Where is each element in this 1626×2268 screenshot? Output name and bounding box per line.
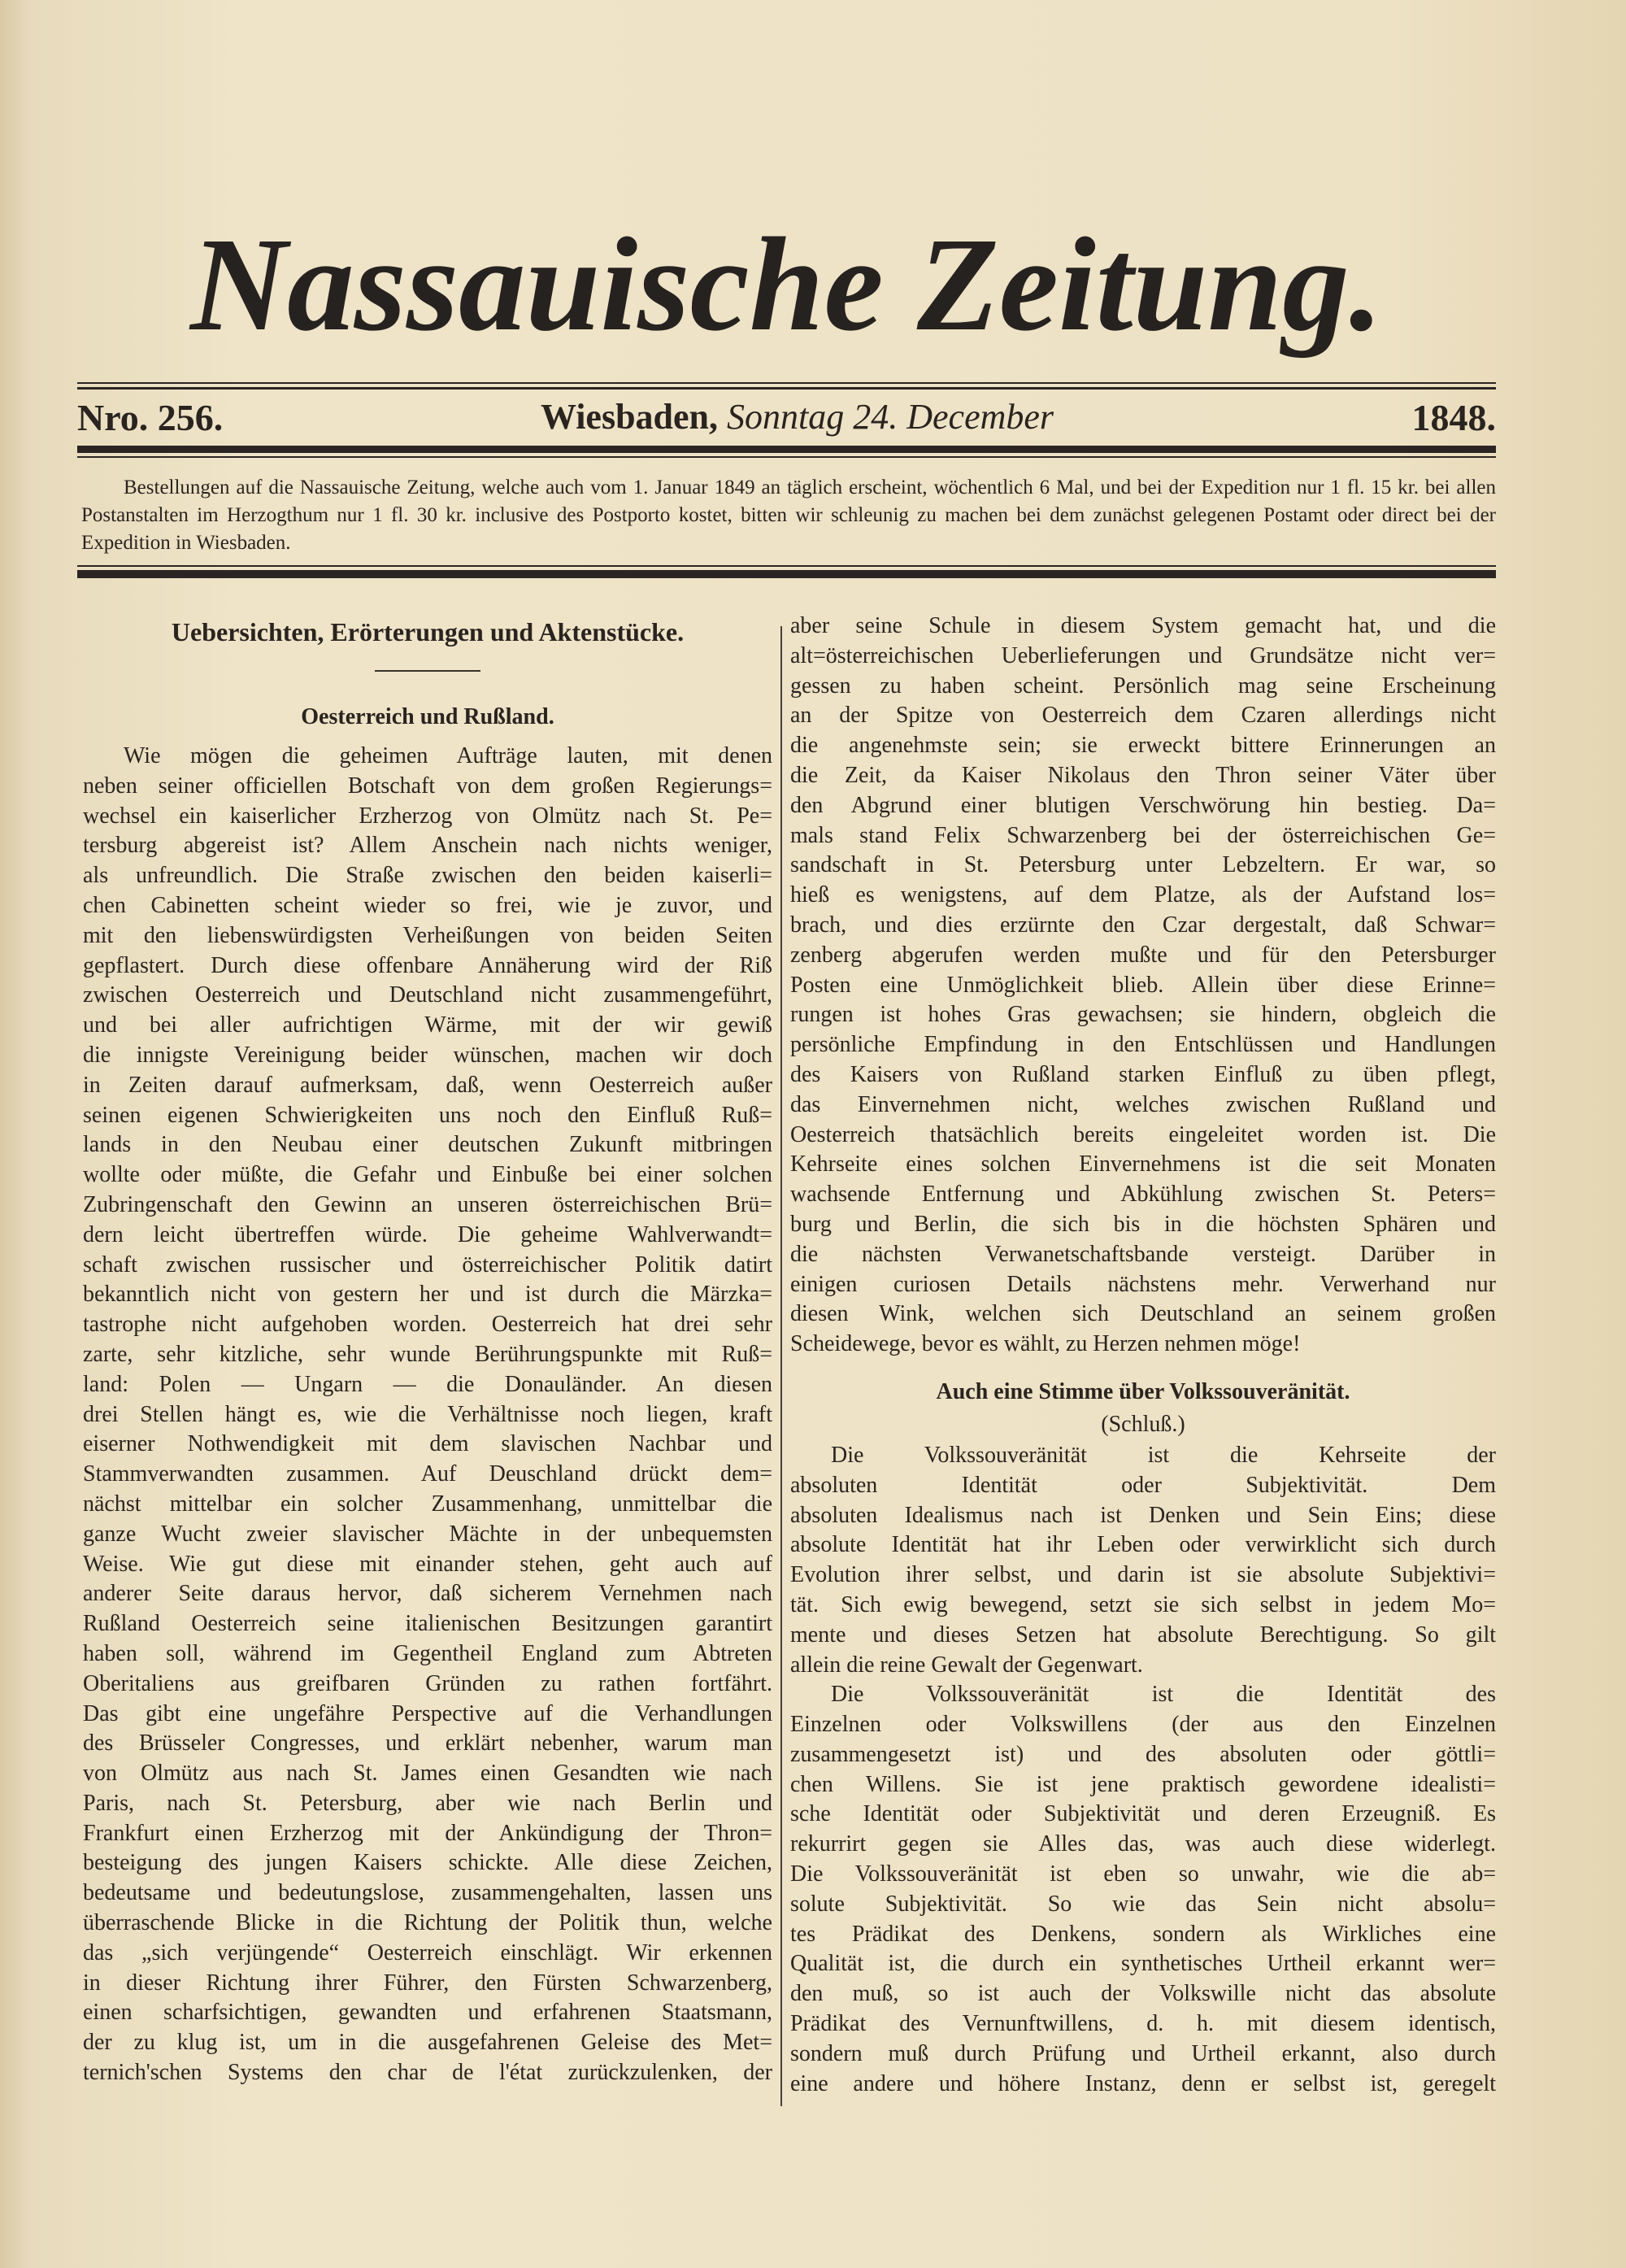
rule bbox=[77, 565, 1496, 567]
text-line: in dieser Richtung ihrer Führer, den Fürsten Schwarzenberg, bbox=[83, 1970, 772, 1996]
text-line: Die Volkssouveränität ist eben so unwahr, wie die ab= bbox=[790, 1861, 1496, 1887]
text-line: tes Prädikat des Denkens, sondern als Wirkliches eine bbox=[790, 1921, 1496, 1947]
text-line: rekurrirt gegen sie Alles das, was auch diese widerlegt. bbox=[790, 1831, 1496, 1857]
text-line: Die Volkssouveränität ist die Identität des bbox=[831, 1682, 1496, 1708]
issue-date: Sonntag 24. December bbox=[727, 397, 1054, 437]
text-line: alt=österreichischen Ueberlieferungen und Grundsätze nicht ver= bbox=[790, 642, 1496, 668]
subscription-notice bbox=[81, 474, 1496, 557]
text-line: dern leicht übertreffen würde. Die geheime Wahlverwandt= bbox=[83, 1221, 772, 1247]
text-line: von Olmütz aus nach St. James einen Gesandten wie nach bbox=[83, 1761, 772, 1787]
text-line: einigen curiosen Details nächstens mehr. Verwerhand nur bbox=[790, 1271, 1496, 1297]
rule bbox=[77, 456, 1496, 458]
issue-place: Wiesbaden, bbox=[541, 397, 719, 437]
text-line: Das gibt eine ungefähre Perspective auf die Verhandlungen bbox=[83, 1700, 772, 1726]
text-line: Prädikat des Vernunftwillens, d. h. mit diesem identisch, bbox=[790, 2011, 1496, 2037]
text-line: wollte oder müßte, die Gefahr und Einbuße bei einer solchen bbox=[83, 1162, 772, 1188]
text-line: haben soll, während im Gegentheil England zum Abtreten bbox=[83, 1640, 772, 1666]
text-line: Wie mögen die geheimen Aufträge lauten, mit denen bbox=[124, 743, 772, 768]
text-line: land: Polen — Ungarn — die Donauländer. An diesen bbox=[83, 1371, 772, 1397]
text-line: brach, und dies erzürnte den Czar dergestalt, daß Schwar= bbox=[790, 912, 1496, 938]
text-line: tersburg abgereist ist? Allem Anschein nach nichts weniger, bbox=[83, 833, 772, 859]
text-line: mente und dieses Setzen hat absolute Berechtigung. So gilt bbox=[790, 1622, 1496, 1648]
text-line: allein die reine Gewalt der Gegenwart. bbox=[790, 1652, 1143, 1678]
issue-header bbox=[77, 396, 1496, 445]
text-line: der zu klug ist, um in die ausgefahrenen Geleise des Met= bbox=[83, 2030, 772, 2056]
text-line: Qualität ist, die durch ein synthetisches Urtheil erkannt wer= bbox=[790, 1951, 1496, 1977]
issue-number: Nro. 256. bbox=[77, 397, 224, 438]
text-line: Posten eine Unmöglichkeit blieb. Allein über diese Erinne= bbox=[790, 972, 1496, 998]
text-line: zenberg abgerufen werden mußte und für den Petersburger bbox=[790, 942, 1496, 968]
text-line: ganze Wucht zweier slavischer Mächte in der unbequemsten bbox=[83, 1521, 772, 1547]
text-line: anderer Seite daraus hervor, daß sicherem Vernehmen nach bbox=[83, 1581, 772, 1607]
text-line: absolute Identität hat ihr Leben oder verwirklicht sich durch bbox=[790, 1532, 1496, 1558]
text-line: mit den liebenswürdigsten Verheißungen von beiden Seiten bbox=[83, 922, 772, 948]
text-line: neben seiner officiellen Botschaft von dem großen Regierungs= bbox=[83, 773, 772, 799]
text-line: bekanntlich nicht von gestern her und ist durch die Märzka= bbox=[83, 1282, 772, 1308]
text-line: Die Volkssouveränität ist die Kehrseite der bbox=[831, 1442, 1496, 1468]
text-line: mals stand Felix Schwarzenberg bei der österreichischen Ge= bbox=[790, 822, 1496, 848]
text-line: tastrophe nicht aufgehoben worden. Oesterreich hat drei sehr bbox=[83, 1312, 772, 1338]
rule bbox=[77, 387, 1496, 390]
text-line: aber seine Schule in diesem System gemacht hat, und die bbox=[790, 613, 1496, 638]
text-line: eiserner Nothwendigkeit mit dem slavischen Nachbar und bbox=[83, 1431, 772, 1457]
text-line: zarte, sehr kitzliche, sehr wunde Berührungspunkte mit Ruß= bbox=[83, 1341, 772, 1367]
text-line: hieß es wenigstens, auf dem Platze, als der Aufstand los= bbox=[790, 882, 1496, 908]
text-line: Evolution ihrer selbst, und darin ist sie absolute Subjektivi= bbox=[790, 1562, 1496, 1588]
rule bbox=[77, 382, 1496, 384]
text-line: diesen Wink, welchen sich Deutschland an seinem großen bbox=[790, 1301, 1496, 1327]
text-line: sche Identität oder Subjektivität und deren Erzeugniß. Es bbox=[790, 1801, 1496, 1827]
text-line: rungen ist hohes Gras gewachsen; sie hindern, obgleich die bbox=[790, 1002, 1496, 1028]
text-line: Stammverwandten zusammen. Auf Deuschland drückt dem= bbox=[83, 1461, 772, 1487]
separator-rule bbox=[375, 670, 480, 672]
left-column bbox=[83, 612, 772, 2088]
text-line: gepflastert. Durch diese offenbare Annäherung wird der Riß bbox=[83, 952, 772, 978]
text-line: Scheidewege, bevor es wählt, zu Herzen nehmen möge! bbox=[790, 1331, 1301, 1357]
text-line: Paris, nach St. Petersburg, aber wie nach Berlin und bbox=[83, 1790, 772, 1816]
issue-year: 1848. bbox=[1411, 397, 1496, 438]
text-line: einen scharfsichtigen, gewandten und erfahrenen Staatsmann, bbox=[83, 2000, 772, 2026]
text-line: des Kaisers von Rußland starken Einfluß zu üben pflegt, bbox=[790, 1061, 1496, 1087]
issue-place-date bbox=[541, 396, 1054, 437]
text-line: chen Cabinetten scheint wieder so frei, wie je zuvor, und bbox=[83, 892, 772, 918]
text-line: in Zeiten darauf aufmerksam, daß, wenn Oesterreich außer bbox=[83, 1072, 772, 1098]
masthead-title: Nassauische Zeitung. bbox=[190, 210, 1383, 359]
text-line: tät. Sich ewig bewegend, setzt sie sich selbst in jedem Mo= bbox=[790, 1591, 1496, 1617]
text-line: sondern muß durch Prüfung und Urtheil erkannt, also durch bbox=[790, 2040, 1496, 2066]
text-line: das „sich verjüngende“ Oesterreich einschlägt. Wir erkennen bbox=[83, 1939, 772, 1965]
text-line: besteigung des jungen Kaisers schickte. Alle diese Zeichen, bbox=[83, 1850, 772, 1876]
article-title: Oesterreich und Rußland. bbox=[301, 704, 554, 729]
text-line: Weise. Wie gut diese mit einander stehen, geht auch auf bbox=[83, 1551, 772, 1577]
notice-text: Bestellungen auf die Nassauische Zeitung, welche auch vom 1. Januar 1849 an täglich erscheint, wöchentlich 6 Mal, und bei der Expedition nur 1 fl. 15 kr. bei allen Postanstalten im Herzogthum nur 1 fl. 30 kr. inclusive des Postporto kostet, bitten wir schleunig zu machen bei dem zunächst gelegenen Postamt oder direct bei der Expedition in Wiesbaden. bbox=[81, 477, 1496, 554]
text-line: zusammengesetzt ist) und des absoluten oder göttli= bbox=[790, 1741, 1496, 1767]
text-line: die Zeit, da Kaiser Nikolaus den Thron seiner Väter über bbox=[790, 762, 1496, 788]
text-line: Oberitaliens aus greifbaren Gründen zu rathen fortfährt. bbox=[83, 1670, 772, 1696]
rule bbox=[77, 446, 1496, 453]
text-line: Kehrseite eines solchen Einvernehmens ist die seit Monaten bbox=[790, 1151, 1496, 1178]
text-line: wachsende Entfernung und Abkühlung zwischen St. Peters= bbox=[790, 1182, 1496, 1208]
text-line: an der Spitze von Oesterreich dem Czaren allerdings nicht bbox=[790, 703, 1496, 729]
text-line: überraschende Blicke in die Richtung der Politik thun, welche bbox=[83, 1910, 772, 1936]
section-heading: Uebersichten, Erörterungen und Aktenstücke. bbox=[171, 617, 685, 646]
text-line: lands in den Neubau einer deutschen Zukunft mitbringen bbox=[83, 1132, 772, 1158]
right-column bbox=[790, 612, 1496, 2099]
text-line: chen Willens. Sie ist jene praktisch gewordene idealisti= bbox=[790, 1771, 1496, 1797]
text-line: wechsel ein kaiserlicher Erzherzog von Olmütz nach St. Pe= bbox=[83, 803, 772, 829]
text-line: absoluten Idealismus nach ist Denken und Sein Eins; diese bbox=[790, 1502, 1496, 1528]
rule bbox=[77, 570, 1496, 578]
text-line: nächst mittelbar ein solcher Zusammenhang, unmittelbar die bbox=[83, 1491, 772, 1517]
text-line: des Brüsseler Congresses, und erklärt nebenher, warum man bbox=[83, 1730, 772, 1757]
text-line: eine andere und höhere Instanz, denn er selbst ist, geregelt bbox=[790, 2070, 1496, 2096]
text-line: burg und Berlin, die sich bis in die höchsten Sphären und bbox=[790, 1211, 1496, 1237]
text-line: absoluten Identität oder Subjektivität. Dem bbox=[790, 1472, 1496, 1498]
text-line: bedeutsame und bedeutungslose, zusammengehalten, lassen uns bbox=[83, 1880, 772, 1906]
text-line: die nächsten Verwanetschaftsbande versteigt. Darüber in bbox=[790, 1241, 1496, 1267]
text-line: Frankfurt einen Erzherzog mit der Ankündigung der Thron= bbox=[83, 1820, 772, 1846]
text-line: als unfreundlich. Die Straße zwischen den beiden kaiserli= bbox=[83, 863, 772, 889]
text-line: persönliche Empfindung in den Entschlüssen und Handlungen bbox=[790, 1032, 1496, 1058]
text-line: Rußland Oesterreich seine italienischen Besitzungen garantirt bbox=[83, 1611, 772, 1637]
column-divider bbox=[780, 626, 782, 2106]
text-line: den Abgrund einer blutigen Verschwörung hin bestieg. Da= bbox=[790, 792, 1496, 818]
text-line: die angenehmste sein; sie erweckt bittere Erinnerungen an bbox=[790, 733, 1496, 759]
text-line: gessen zu haben scheint. Persönlich mag seine Erscheinung bbox=[790, 673, 1496, 699]
text-line: schaft zwischen russischer und österreichischer Politik datirt bbox=[83, 1252, 772, 1278]
text-line: solute Subjektivität. So wie das Sein nicht absolu= bbox=[790, 1891, 1496, 1917]
text-line: sandschaft in St. Petersburg unter Lebzeltern. Er war, so bbox=[790, 852, 1496, 878]
text-line: die innigste Vereinigung beider wünschen, machen wir doch bbox=[83, 1042, 772, 1068]
text-line: Oesterreich thatsächlich bereits eingeleitet worden ist. Die bbox=[790, 1121, 1496, 1147]
text-line: den muß, so ist auch der Volkswille nicht das absolute bbox=[790, 1981, 1496, 2007]
text-line: das Einvernehmen nicht, welches zwischen Rußland und bbox=[790, 1091, 1496, 1117]
text-line: zwischen Oesterreich und Deutschland nicht zusammengeführt, bbox=[83, 982, 772, 1008]
text-line: Einzelnen oder Volkswillens (der aus den Einzelnen bbox=[790, 1712, 1496, 1738]
text-line: drei Stellen hängt es, wie die Verhältnisse noch liegen, kraft bbox=[83, 1401, 772, 1427]
text-line: seinen eigenen Schwierigkeiten uns noch den Einfluß Ruß= bbox=[83, 1102, 772, 1128]
text-line: ternich'schen Systems den char de l'état zurückzulenken, der bbox=[83, 2060, 772, 2086]
article-subtitle: (Schluß.) bbox=[1101, 1411, 1185, 1437]
article-title: Auch eine Stimme über Volkssouveränität. bbox=[936, 1378, 1350, 1404]
text-line: und bei aller aufrichtigen Wärme, mit der wir gewiß bbox=[83, 1012, 772, 1038]
text-line: Zubringenschaft den Gewinn an unseren österreichischen Brü= bbox=[83, 1191, 772, 1217]
